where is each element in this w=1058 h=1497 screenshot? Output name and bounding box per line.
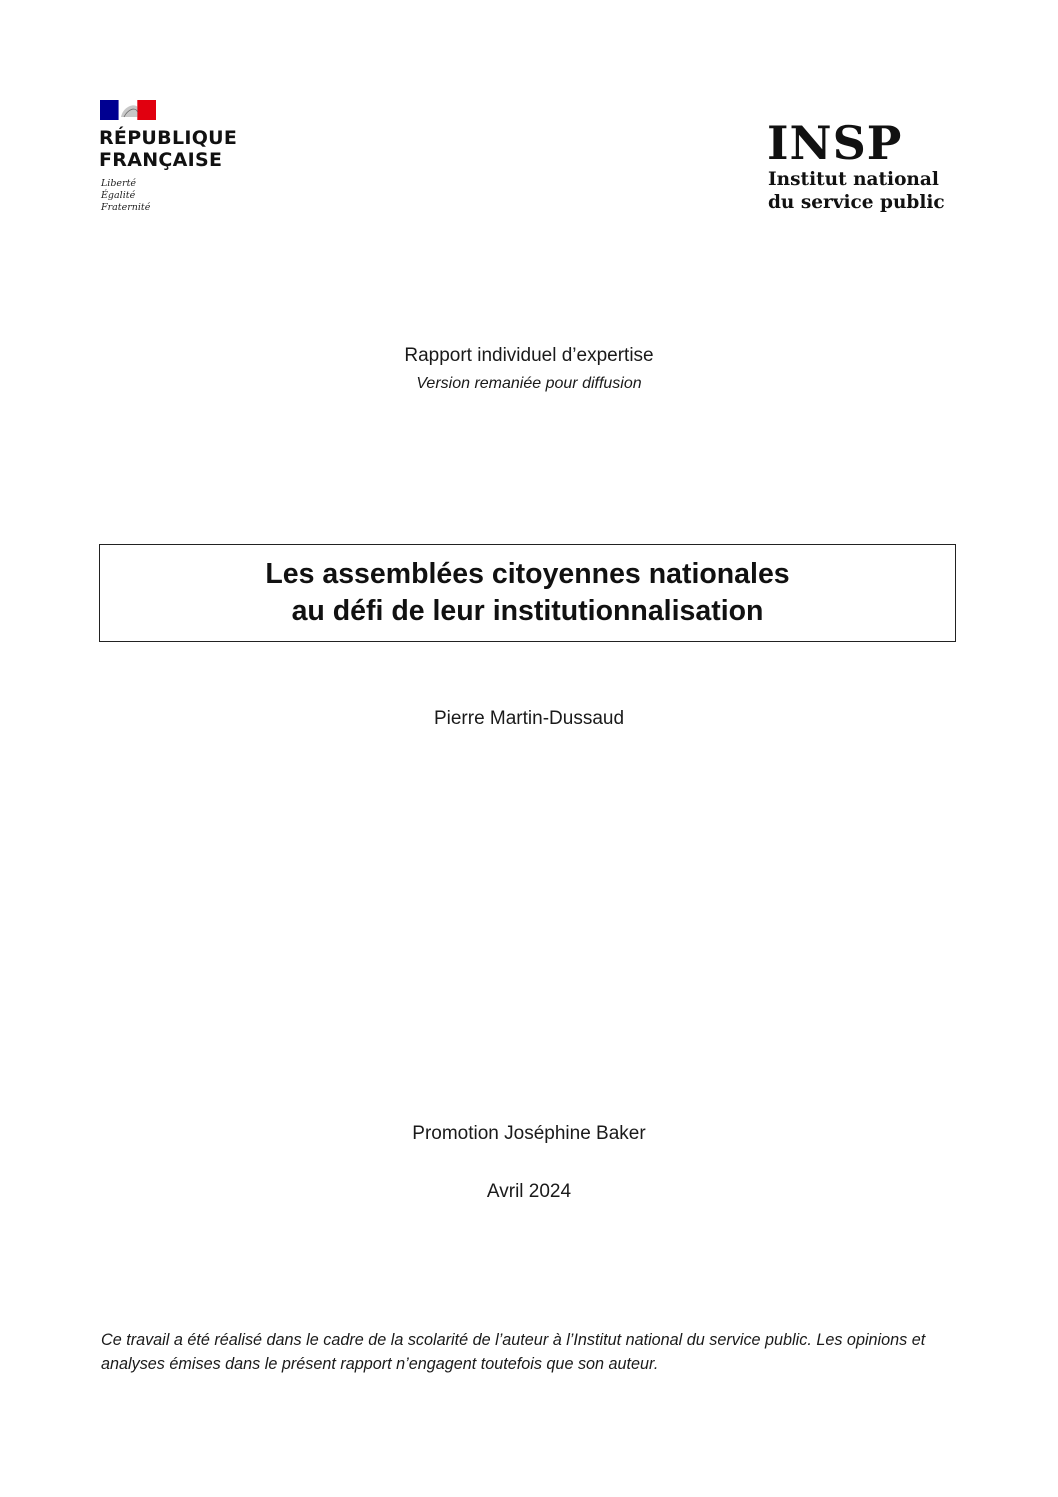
report-type: Rapport individuel d’expertise bbox=[404, 345, 654, 366]
republique-line-2: FRANÇAISE bbox=[99, 149, 223, 171]
marianne-flag-logo bbox=[100, 100, 156, 120]
publication-date: Avril 2024 bbox=[486, 1181, 572, 1202]
title-box bbox=[99, 544, 956, 642]
insp-subtitle-line-2: du service public bbox=[768, 192, 945, 213]
motto-fraternite: Fraternité bbox=[101, 202, 151, 213]
promotion: Promotion Joséphine Baker bbox=[412, 1123, 646, 1144]
report-version: Version remaniée pour diffusion bbox=[416, 375, 642, 392]
republique-line-1: RÉPUBLIQUE bbox=[99, 127, 238, 149]
insp-logo: INSP bbox=[767, 116, 903, 170]
title-line-1: Les assemblées citoyennes nationales bbox=[265, 558, 790, 590]
disclaimer: Ce travail a été réalisé dans le cadre de la scolarité de l’auteur à l’Institut national du service public. Les opinions et analyses émises dans le présent rapport n’engagent toutefois que son auteur. bbox=[101, 1331, 926, 1373]
motto-liberte: Liberté bbox=[101, 178, 137, 189]
title-line-2: au défi de leur institutionnalisation bbox=[291, 595, 764, 627]
author-name: Pierre Martin-Dussaud bbox=[433, 708, 625, 729]
insp-subtitle-line-1: Institut national bbox=[768, 169, 939, 190]
motto-egalite: Égalité bbox=[101, 190, 136, 201]
